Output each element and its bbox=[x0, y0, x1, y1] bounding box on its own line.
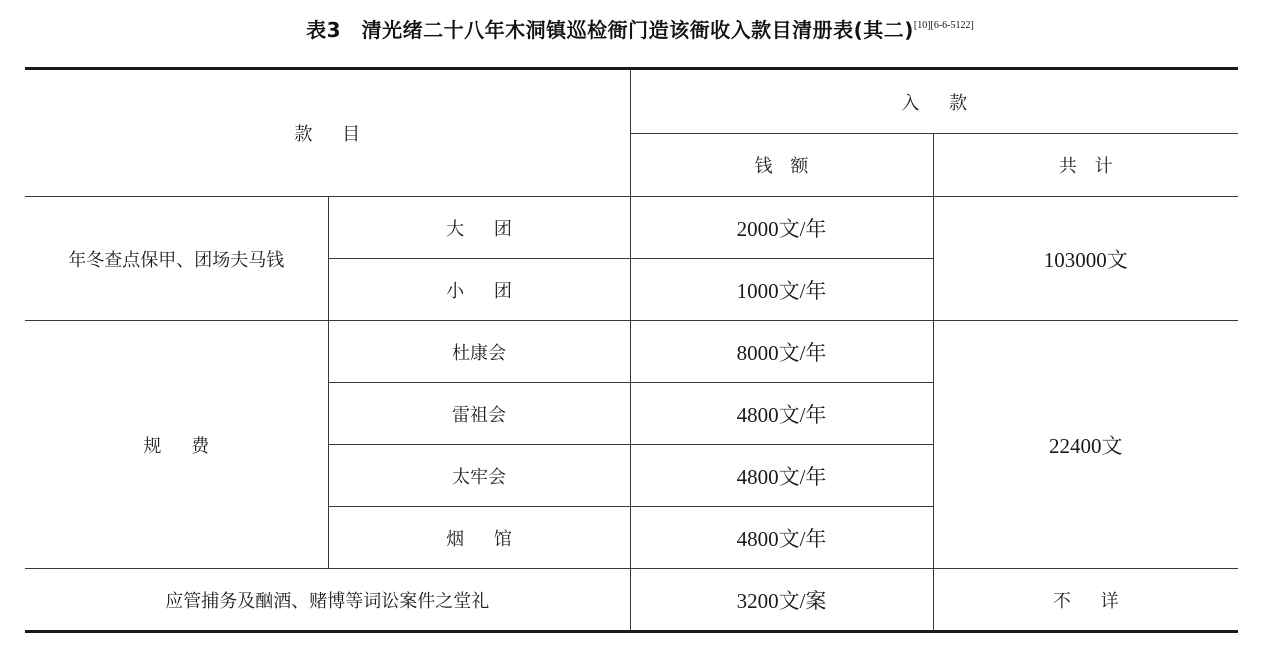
sub-item: 雷祖会 bbox=[328, 383, 630, 445]
amount-cell: 4800文/年 bbox=[630, 445, 933, 507]
caption-title: 表3 清光绪二十八年木洞镇巡检衙门造该衙收入款目清册表(其二) bbox=[306, 18, 914, 42]
total-cell-guifei: 22400文 bbox=[933, 321, 1238, 569]
amount-cell: 4800文/年 bbox=[630, 383, 933, 445]
item-tangli: 应管捕务及酗酒、赌博等词讼案件之堂礼 bbox=[25, 569, 630, 632]
header-ruku: 入 款 bbox=[630, 69, 1238, 134]
header-kuanmu: 款 目 bbox=[25, 69, 630, 197]
table-caption bbox=[0, 14, 1280, 43]
header-qiane: 钱 额 bbox=[630, 134, 933, 197]
sub-item: 烟 馆 bbox=[328, 507, 630, 569]
group-name-baojia: 年冬查点保甲、团场夫马钱 bbox=[25, 197, 328, 321]
table-row bbox=[25, 321, 1238, 383]
sub-item: 小 团 bbox=[328, 259, 630, 321]
total-cell-baojia: 103000文 bbox=[933, 197, 1238, 321]
table-row-last bbox=[25, 569, 1238, 632]
sub-item: 大 团 bbox=[328, 197, 630, 259]
caption-reference: [10][6-6-5122] bbox=[913, 20, 974, 31]
group-name-guifei: 规 费 bbox=[25, 321, 328, 569]
header-row-1 bbox=[25, 69, 1238, 134]
amount-cell: 3200文/案 bbox=[630, 569, 933, 632]
total-cell-tangli: 不 详 bbox=[933, 569, 1238, 632]
amount-cell: 8000文/年 bbox=[630, 321, 933, 383]
header-gongji: 共 计 bbox=[933, 134, 1238, 197]
sub-item: 杜康会 bbox=[328, 321, 630, 383]
income-table-wrapper bbox=[25, 67, 1238, 633]
amount-cell: 4800文/年 bbox=[630, 507, 933, 569]
amount-cell: 1000文/年 bbox=[630, 259, 933, 321]
sub-item: 太牢会 bbox=[328, 445, 630, 507]
table-row bbox=[25, 197, 1238, 259]
amount-cell: 2000文/年 bbox=[630, 197, 933, 259]
income-table bbox=[25, 67, 1238, 633]
